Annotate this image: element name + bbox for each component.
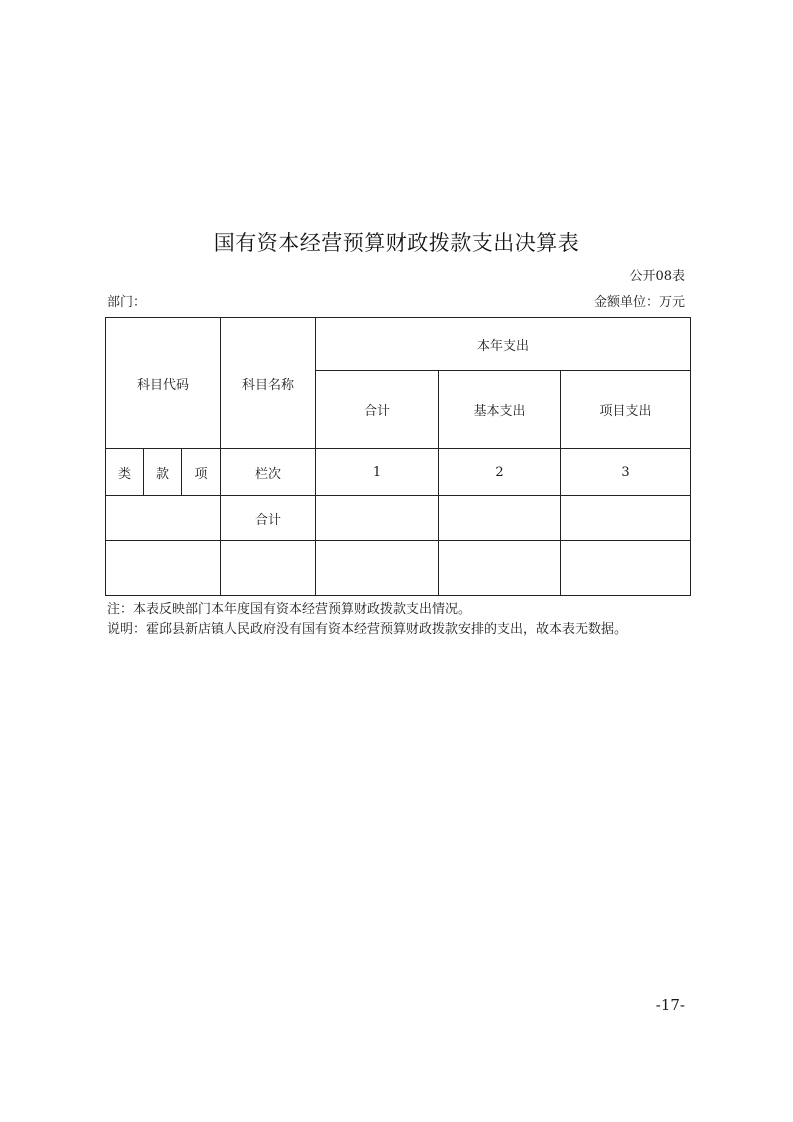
empty-row-project-cell (561, 541, 691, 596)
expenditure-table (105, 317, 691, 596)
total-row (106, 496, 691, 541)
header-current-year-expenditure: 本年支出 (316, 318, 691, 371)
table-code: 公开08表 (629, 269, 685, 284)
total-row-total-cell (316, 496, 439, 541)
amount-unit-label: 金额单位：万元 (593, 295, 685, 310)
index-total: 1 (316, 449, 439, 496)
index-basic: 2 (439, 449, 561, 496)
empty-row-basic-cell (439, 541, 561, 596)
note-line: 注：本表反映部门本年度国有资本经营预算财政拨款支出情况。 (107, 602, 472, 617)
header-row-1 (106, 318, 691, 371)
department-label: 部门： (107, 295, 147, 310)
header-subject-name: 科目名称 (221, 318, 316, 449)
header-subject-code: 科目代码 (106, 318, 221, 449)
empty-data-row (106, 541, 691, 596)
index-row (106, 449, 691, 496)
total-row-basic-cell (439, 496, 561, 541)
sub-header-item: 项 (182, 449, 221, 496)
header-total: 合计 (316, 371, 439, 449)
notes-block (107, 600, 627, 640)
index-project: 3 (561, 449, 691, 496)
explanation-line: 说明：霍邱县新店镇人民政府没有国有资本经营预算财政拨款安排的支出，故本表无数据。 (107, 622, 628, 637)
empty-row-code-cell (106, 541, 221, 596)
row-index-label: 栏次 (221, 449, 316, 496)
total-row-project-cell (561, 496, 691, 541)
page-number: -17- (655, 996, 685, 1014)
sub-header-section: 款 (144, 449, 182, 496)
total-row-code-cell (106, 496, 221, 541)
header-basic-expenditure: 基本支出 (439, 371, 561, 449)
document-title: 国有资本经营预算财政拨款支出决算表 (213, 231, 580, 255)
sub-header-class: 类 (106, 449, 144, 496)
empty-row-total-cell (316, 541, 439, 596)
header-project-expenditure: 项目支出 (561, 371, 691, 449)
total-row-label: 合计 (221, 496, 316, 541)
empty-row-name-cell (221, 541, 316, 596)
